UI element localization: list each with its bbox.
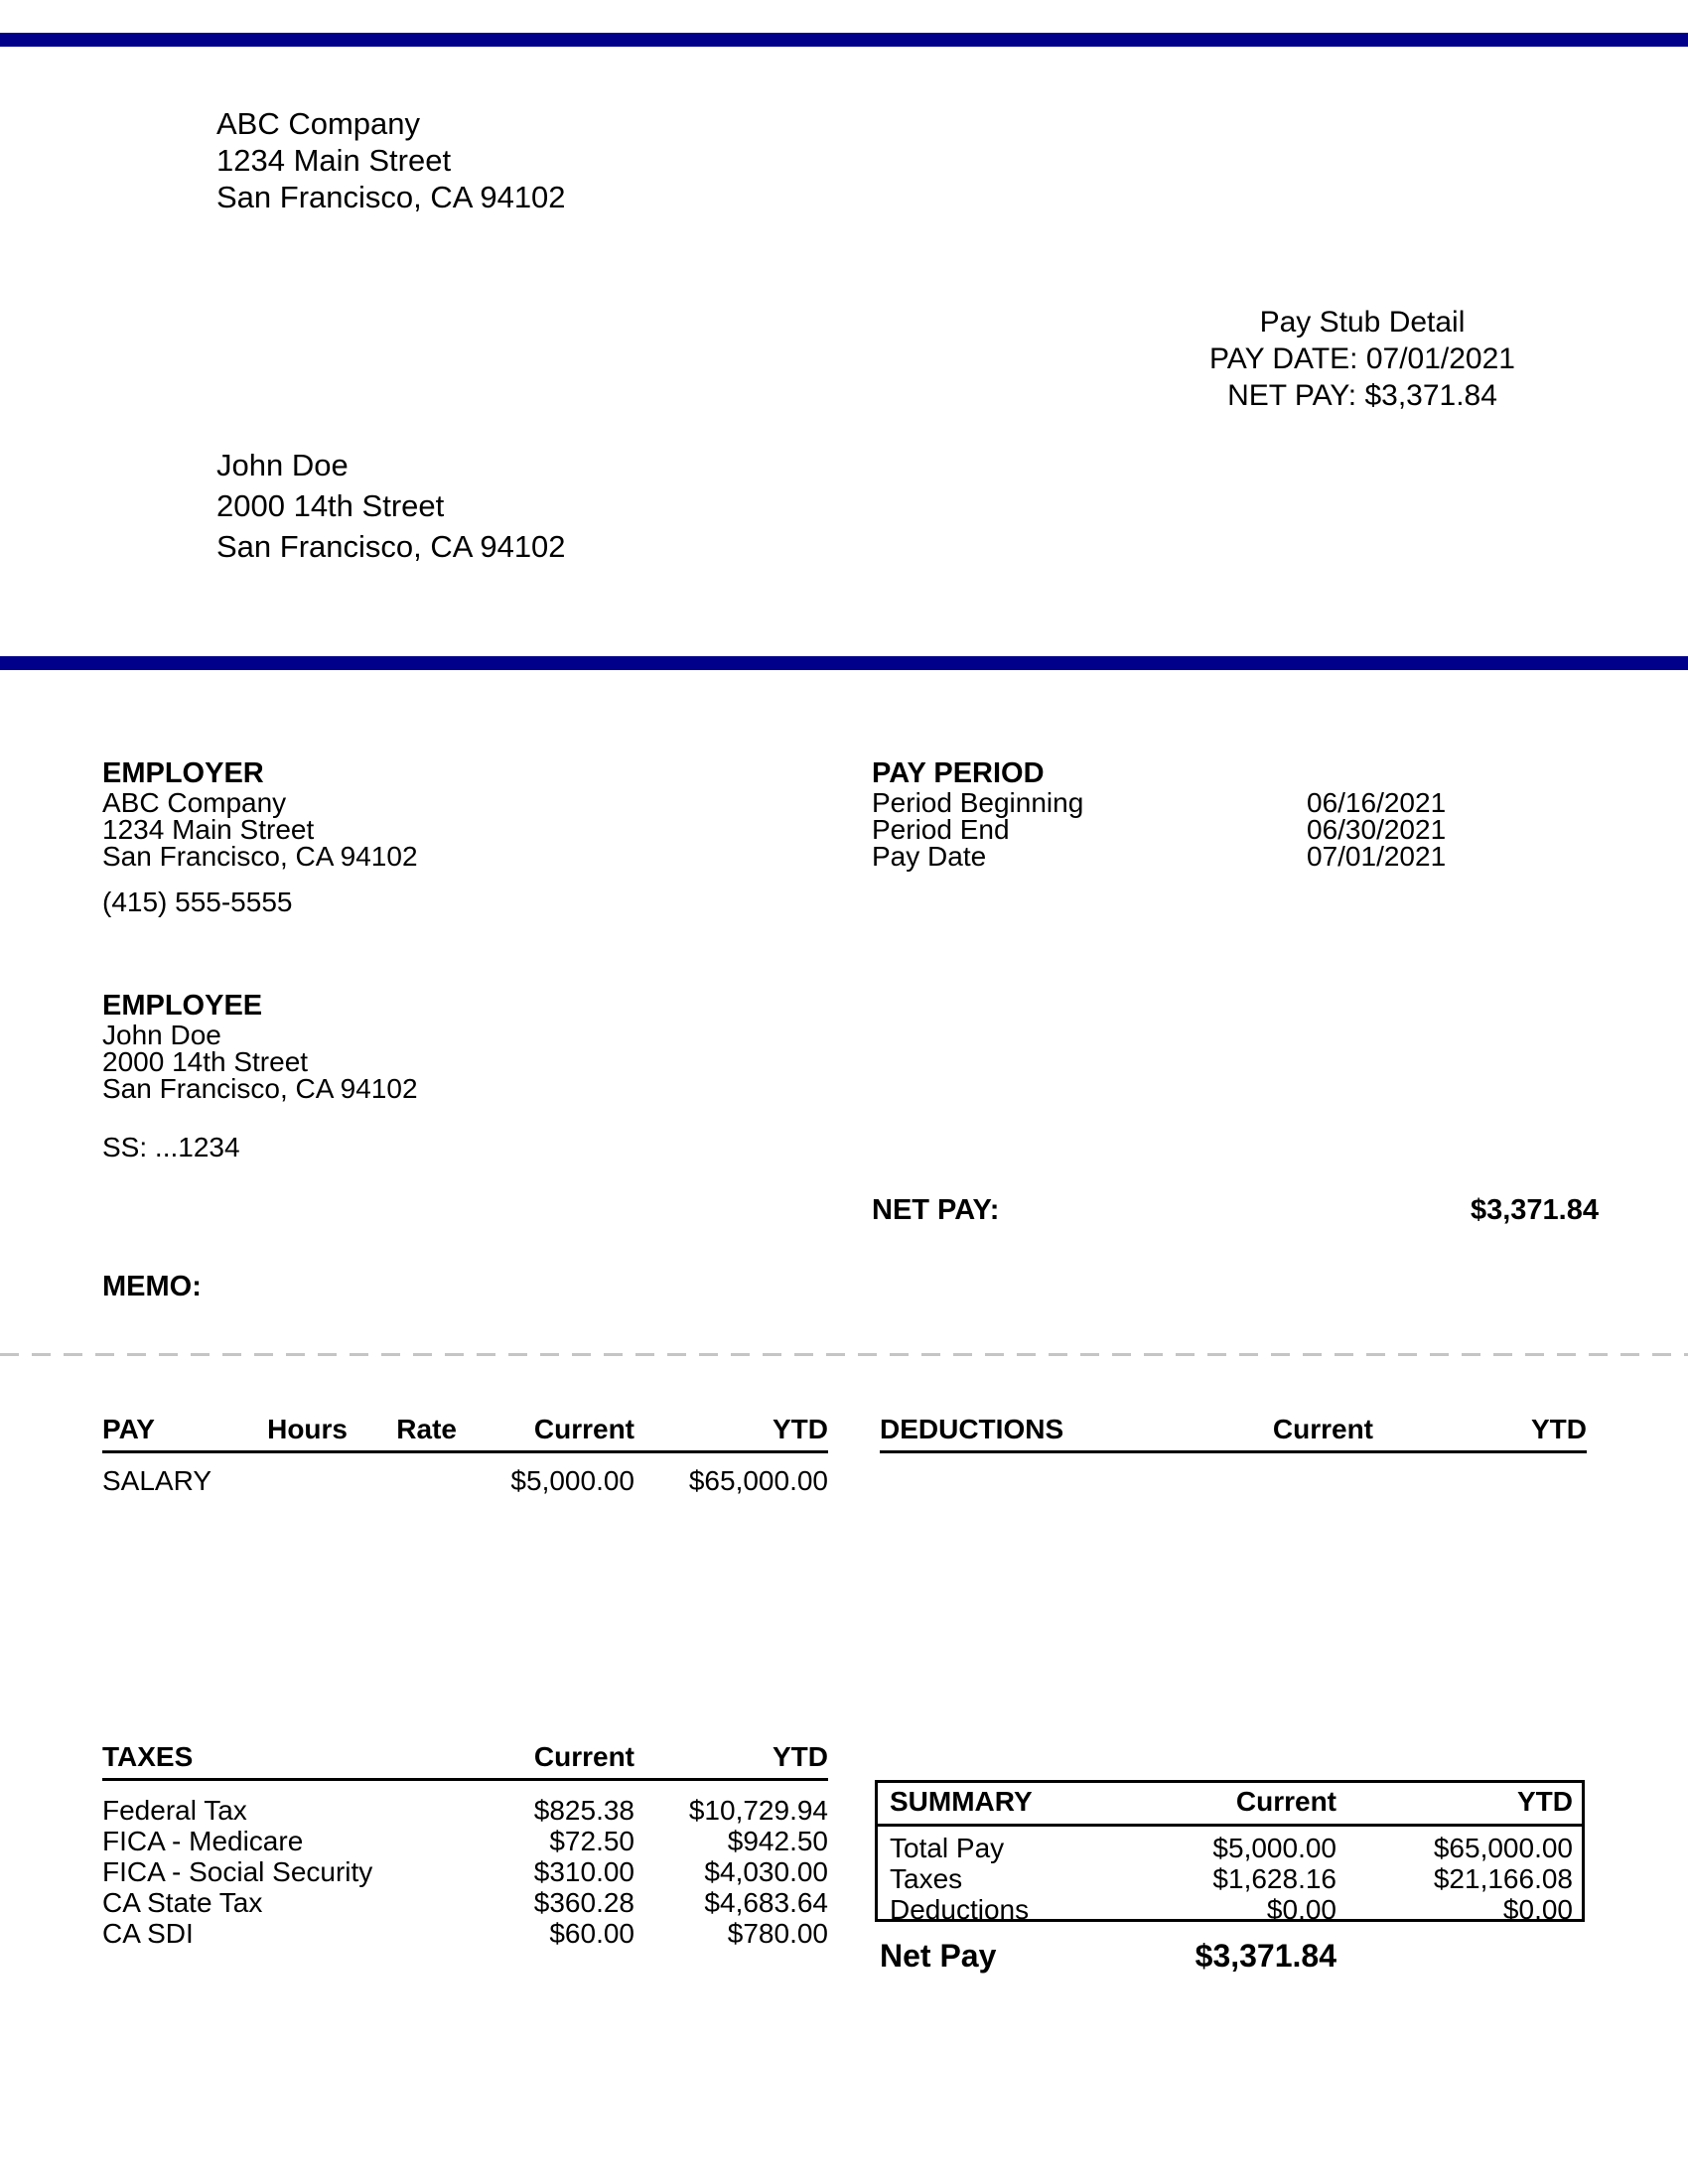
- taxes-header-ytd: YTD: [634, 1741, 828, 1780]
- net-pay-total-label: Net Pay: [880, 1938, 997, 1974]
- table-row: [878, 1894, 1582, 1925]
- tax-row-ytd: $10,729.94: [688, 1795, 828, 1826]
- summary-row-ytd: $21,166.08: [1433, 1863, 1573, 1894]
- summary-row-current: $1,628.16: [1212, 1863, 1336, 1894]
- tax-row-current: $360.28: [533, 1887, 634, 1918]
- employer-street: 1234 Main Street: [102, 814, 315, 845]
- pay-row-rate: [348, 1452, 457, 1498]
- pay-row-label: SALARY: [102, 1465, 211, 1496]
- net-pay-line: NET PAY: $3,371.84: [1227, 379, 1497, 412]
- summary-row-ytd: $0.00: [1502, 1894, 1573, 1925]
- table-row: [102, 1887, 828, 1918]
- summary-header-label: SUMMARY: [878, 1783, 1126, 1826]
- pay-header-current: Current: [457, 1414, 634, 1452]
- employer-heading: EMPLOYER: [102, 757, 264, 789]
- summary-header-ytd: YTD: [1336, 1783, 1582, 1826]
- tax-row-label: CA SDI: [102, 1918, 194, 1949]
- deductions-header-label: DEDUCTIONS: [880, 1414, 1125, 1452]
- employee-info-city: San Francisco, CA 94102: [102, 1073, 418, 1104]
- net-pay-label: NET PAY:: [872, 1194, 1000, 1226]
- table-row: [102, 1856, 828, 1887]
- top-accent-bar: [0, 33, 1688, 47]
- employee-heading: EMPLOYEE: [102, 990, 263, 1022]
- pay-row-current: $5,000.00: [510, 1465, 634, 1496]
- pay-period-row: [872, 843, 1487, 870]
- employee-address-block: [216, 445, 566, 567]
- pay-period-value: 06/30/2021: [1307, 814, 1447, 845]
- table-row: [878, 1863, 1582, 1894]
- pay-table-header-row: [102, 1414, 828, 1452]
- pay-period-value: 07/01/2021: [1307, 841, 1447, 872]
- tax-row-label: Federal Tax: [102, 1795, 247, 1826]
- table-row: [102, 1918, 828, 1949]
- net-pay-summary-row: [872, 1194, 1599, 1227]
- tax-row-ytd: $4,683.64: [704, 1887, 828, 1918]
- summary-row-ytd: $65,000.00: [1433, 1833, 1573, 1863]
- pay-period-label: Pay Date: [872, 841, 987, 872]
- pay-header-rate: Rate: [348, 1414, 457, 1452]
- table-row: [102, 1452, 828, 1498]
- employee-name: John Doe: [216, 448, 349, 482]
- net-pay-total-value: $3,371.84: [1195, 1938, 1336, 1974]
- company-address-block: [216, 105, 566, 215]
- pay-stub-detail-title: Pay Stub Detail: [1259, 306, 1466, 339]
- table-row: [102, 1780, 828, 1827]
- pay-row-ytd: $65,000.00: [688, 1465, 828, 1496]
- employer-phone: (415) 555-5555: [102, 887, 293, 917]
- employee-city: San Francisco, CA 94102: [216, 529, 566, 564]
- pay-period-rows: [872, 789, 1487, 870]
- pay-date-line: PAY DATE: 07/01/2021: [1209, 342, 1515, 375]
- tax-row-current: $825.38: [533, 1795, 634, 1826]
- perforation-divider: [0, 1353, 1688, 1356]
- tax-row-label: FICA - Medicare: [102, 1826, 304, 1856]
- employee-info-name: John Doe: [102, 1020, 221, 1050]
- net-pay-value: $3,371.84: [1470, 1194, 1599, 1226]
- deductions-table: [880, 1414, 1587, 1453]
- table-row: [102, 1826, 828, 1856]
- taxes-header-row: [102, 1741, 828, 1780]
- deductions-header-ytd: YTD: [1373, 1414, 1587, 1452]
- pay-period-label: Period End: [872, 814, 1010, 845]
- taxes-header-current: Current: [457, 1741, 634, 1780]
- pay-period-row: [872, 816, 1487, 843]
- employee-ssn: SS: ...1234: [102, 1132, 240, 1162]
- pay-stub-detail-block: [1064, 304, 1660, 414]
- pay-period-row: [872, 789, 1487, 816]
- pay-row-hours: [245, 1452, 348, 1498]
- pay-header-ytd: YTD: [634, 1414, 828, 1452]
- summary-row-current: $0.00: [1266, 1894, 1336, 1925]
- middle-accent-bar: [0, 656, 1688, 670]
- memo-label: MEMO:: [102, 1271, 202, 1302]
- employee-info: [102, 1022, 418, 1102]
- summary-row-label: Deductions: [890, 1894, 1030, 1925]
- tax-row-ytd: $942.50: [727, 1826, 828, 1856]
- company-name: ABC Company: [216, 106, 421, 141]
- employer-info: [102, 789, 418, 870]
- net-pay-total-row: [880, 1938, 1336, 1975]
- tax-row-current: $310.00: [533, 1856, 634, 1887]
- summary-row-label: Total Pay: [890, 1833, 1005, 1863]
- pay-header-hours: Hours: [245, 1414, 348, 1452]
- employer-name: ABC Company: [102, 787, 287, 818]
- employee-info-street: 2000 14th Street: [102, 1046, 309, 1077]
- company-city: San Francisco, CA 94102: [216, 180, 566, 214]
- company-street: 1234 Main Street: [216, 143, 452, 178]
- summary-table: [878, 1783, 1582, 1925]
- summary-box: [875, 1780, 1585, 1925]
- pay-table: [102, 1414, 828, 1497]
- pay-period-label: Period Beginning: [872, 787, 1084, 818]
- table-row: [878, 1826, 1582, 1864]
- taxes-table: [102, 1741, 828, 1949]
- pay-header-label: PAY: [102, 1414, 245, 1452]
- summary-row-current: $5,000.00: [1212, 1833, 1336, 1863]
- tax-row-ytd: $780.00: [727, 1918, 828, 1949]
- summary-row-label: Taxes: [890, 1863, 963, 1894]
- tax-row-label: CA State Tax: [102, 1887, 263, 1918]
- taxes-header-label: TAXES: [102, 1741, 457, 1780]
- deductions-header-current: Current: [1125, 1414, 1373, 1452]
- summary-header-current: Current: [1126, 1783, 1336, 1826]
- employer-city: San Francisco, CA 94102: [102, 841, 418, 872]
- employee-street: 2000 14th Street: [216, 488, 445, 523]
- tax-row-current: $72.50: [549, 1826, 634, 1856]
- tax-row-label: FICA - Social Security: [102, 1856, 373, 1887]
- pay-period-heading: PAY PERIOD: [872, 757, 1045, 789]
- summary-header-row: [878, 1783, 1582, 1826]
- deductions-header-row: [880, 1414, 1587, 1452]
- tax-row-ytd: $4,030.00: [704, 1856, 828, 1887]
- pay-period-value: 06/16/2021: [1307, 787, 1447, 818]
- tax-row-current: $60.00: [549, 1918, 634, 1949]
